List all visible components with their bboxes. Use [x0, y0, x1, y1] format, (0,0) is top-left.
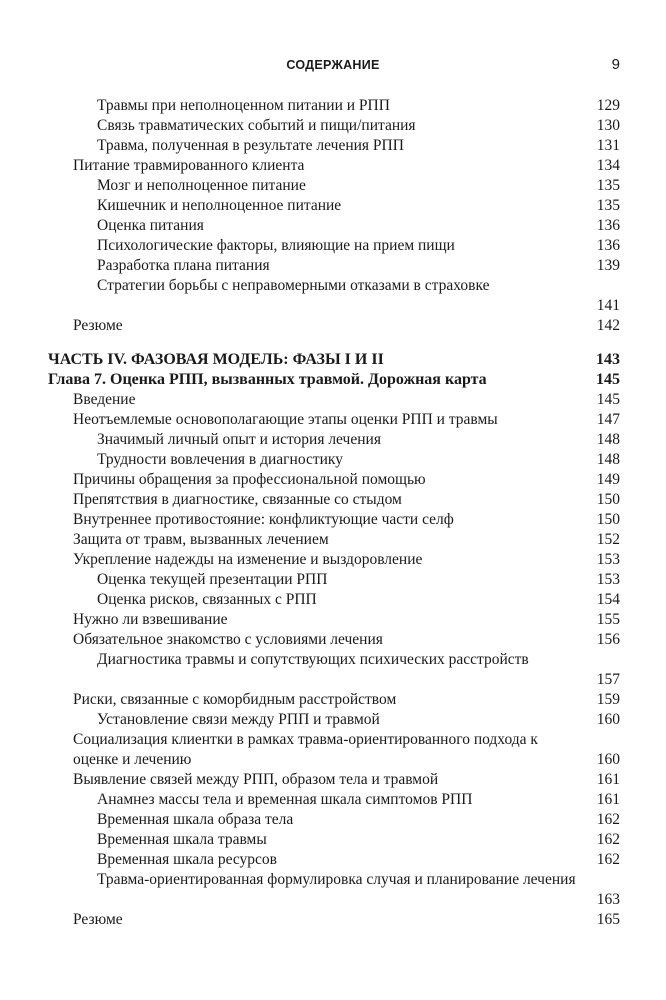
toc-entry [0, 710, 666, 730]
toc-part-heading [0, 350, 666, 370]
toc-entry-title: Обязательное знакомство с условиями лечения [73, 631, 383, 648]
toc-entry-title: Внутреннее противостояние: конфликтующие части селф [73, 511, 454, 528]
toc-entry-title: Стратегии борьбы с неправомерными отказами в страховке [97, 277, 490, 294]
toc-entry-page: 152 [596, 531, 620, 548]
toc-entry-title: Трудности вовлечения в диагностику [97, 451, 343, 468]
toc-entry [0, 810, 666, 830]
toc-entry-title: Травма, полученная в результате лечения РПП [97, 137, 404, 154]
toc-entry [0, 256, 666, 276]
toc-entry-page: 163 [596, 891, 620, 908]
toc-entry-title: Оценка рисков, связанных с РПП [97, 591, 317, 608]
toc-entry [0, 510, 666, 530]
toc-entry [0, 276, 666, 316]
toc-entry-page: 139 [596, 257, 620, 274]
toc-entry-page: 165 [596, 911, 620, 928]
toc-entry-page: 150 [596, 511, 620, 528]
toc-entry-title: Глава 7. Оценка РПП, вызванных травмой. Дорожная карта [48, 371, 487, 388]
toc-entry [0, 850, 666, 870]
toc-entry [0, 490, 666, 510]
toc-entry-page: 161 [596, 771, 620, 788]
toc-entry-title: ЧАСТЬ IV. ФАЗОВАЯ МОДЕЛЬ: ФАЗЫ I И II [48, 351, 384, 368]
toc-entry-title: Анамнез массы тела и временная шкала симптомов РПП [97, 791, 473, 808]
toc-entry-title: Психологические факторы, влияющие на прием пищи [97, 237, 455, 254]
header-title: СОДЕРЖАНИЕ [286, 58, 380, 72]
toc-entry-page: 136 [596, 217, 620, 234]
toc-entry [0, 790, 666, 810]
toc-entry-page: 147 [596, 411, 620, 428]
toc-entry-page: 136 [596, 237, 620, 254]
toc-entry-page: 154 [596, 591, 620, 608]
toc-entry [0, 690, 666, 710]
toc-entry-title: Неотъемлемые основополагающие этапы оценки РПП и травмы [73, 411, 498, 428]
toc-entry-title: Временная шкала ресурсов [97, 851, 278, 868]
toc-entry-page: 131 [596, 137, 620, 154]
toc-entry [0, 830, 666, 850]
toc-entry-page: 148 [596, 431, 620, 448]
toc-entry-title: Мозг и неполноценное питание [97, 177, 306, 194]
toc-entry-page: 149 [596, 471, 620, 488]
toc-entry-title: Диагностика травмы и сопутствующих психических расстройств [97, 651, 529, 668]
header-page-number: 9 [611, 56, 620, 73]
toc-entry [0, 650, 666, 690]
toc-entry [0, 730, 666, 770]
toc-entry-page: 130 [596, 117, 620, 134]
toc-entry-page: 157 [596, 671, 620, 688]
toc-entry [0, 176, 666, 196]
toc-entry [0, 610, 666, 630]
toc-entry-title: Резюме [73, 317, 123, 334]
toc-entry-title: Временная шкала травмы [97, 831, 267, 848]
toc-entry [0, 156, 666, 176]
toc-entry [0, 316, 666, 336]
toc-entry-page: 143 [596, 351, 620, 368]
toc-entry-title: Социализация клиентки в рамках травма-ориентированного подхода к оценке и лечению [73, 731, 538, 768]
toc-entry [0, 630, 666, 650]
toc-entry-title: Связь травматических событий и пищи/питания [97, 117, 416, 134]
toc-entry-page: 153 [596, 571, 620, 588]
toc-entry-page: 135 [596, 197, 620, 214]
toc-entry [0, 910, 666, 930]
toc-entry-title: Нужно ли взвешивание [73, 611, 228, 628]
toc-entry [0, 96, 666, 116]
toc-entry [0, 216, 666, 236]
toc-entry [0, 116, 666, 136]
toc-entry [0, 470, 666, 490]
toc-entry-page: 135 [596, 177, 620, 194]
toc-entry [0, 550, 666, 570]
toc-entry-title: Травма-ориентированная формулировка случая и планирование лечения [97, 871, 576, 888]
toc-entry-title: Введение [73, 391, 136, 408]
toc-entry [0, 450, 666, 470]
toc-entry-title: Разработка плана питания [97, 257, 270, 274]
toc-entry-title: Оценка текущей презентации РПП [97, 571, 328, 588]
toc-entry-page: 153 [596, 551, 620, 568]
toc-entry [0, 570, 666, 590]
toc-entry-title: Значимый личный опыт и история лечения [97, 431, 381, 448]
toc-chapter-heading [0, 370, 666, 390]
toc-entry-title: Оценка питания [97, 217, 204, 234]
toc-entry [0, 410, 666, 430]
toc-entry-title: Защита от травм, вызванных лечением [73, 531, 329, 548]
toc-entry-page: 145 [596, 371, 620, 388]
toc-entry-page: 141 [596, 297, 620, 314]
running-header [0, 58, 666, 80]
toc-entry-title: Установление связи между РПП и травмой [97, 711, 380, 728]
toc-entry-page: 134 [596, 157, 620, 174]
toc-entry-title: Травмы при неполноценном питании и РПП [97, 97, 390, 114]
toc-entry [0, 770, 666, 790]
toc-entry-page: 160 [596, 711, 620, 728]
toc-entry-page: 150 [596, 491, 620, 508]
toc-entry-title: Препятствия в диагностике, связанные со стыдом [73, 491, 402, 508]
toc-entry [0, 590, 666, 610]
toc-entry-page: 162 [596, 831, 620, 848]
toc-entry-title: Резюме [73, 911, 123, 928]
toc-entry-page: 142 [596, 317, 620, 334]
toc-entry-page: 159 [596, 691, 620, 708]
toc-entry-page: 145 [596, 391, 620, 408]
table-of-contents [0, 96, 666, 930]
toc-entry-title: Выявление связей между РПП, образом тела и травмой [73, 771, 439, 788]
toc-entry-title: Риски, связанные с коморбидным расстройством [73, 691, 397, 708]
toc-entry-title: Временная шкала образа тела [97, 811, 294, 828]
toc-entry-title: Кишечник и неполноценное питание [97, 197, 342, 214]
toc-entry-page: 148 [596, 451, 620, 468]
toc-entry-page: 129 [596, 97, 620, 114]
toc-entry [0, 136, 666, 156]
toc-entry [0, 870, 666, 910]
toc-entry-page: 162 [596, 851, 620, 868]
toc-entry [0, 236, 666, 256]
toc-entry-page: 156 [596, 631, 620, 648]
toc-entry-title: Причины обращения за профессиональной помощью [73, 471, 426, 488]
toc-entry [0, 430, 666, 450]
toc-entry [0, 390, 666, 410]
section-gap [0, 336, 666, 350]
toc-entry [0, 530, 666, 550]
toc-entry-page: 155 [596, 611, 620, 628]
toc-entry [0, 196, 666, 216]
toc-entry-page: 162 [596, 811, 620, 828]
toc-entry-title: Питание травмированного клиента [73, 157, 305, 174]
toc-entry-page: 161 [596, 791, 620, 808]
toc-entry-title: Укрепление надежды на изменение и выздоровление [73, 551, 423, 568]
toc-entry-page: 160 [596, 751, 620, 768]
